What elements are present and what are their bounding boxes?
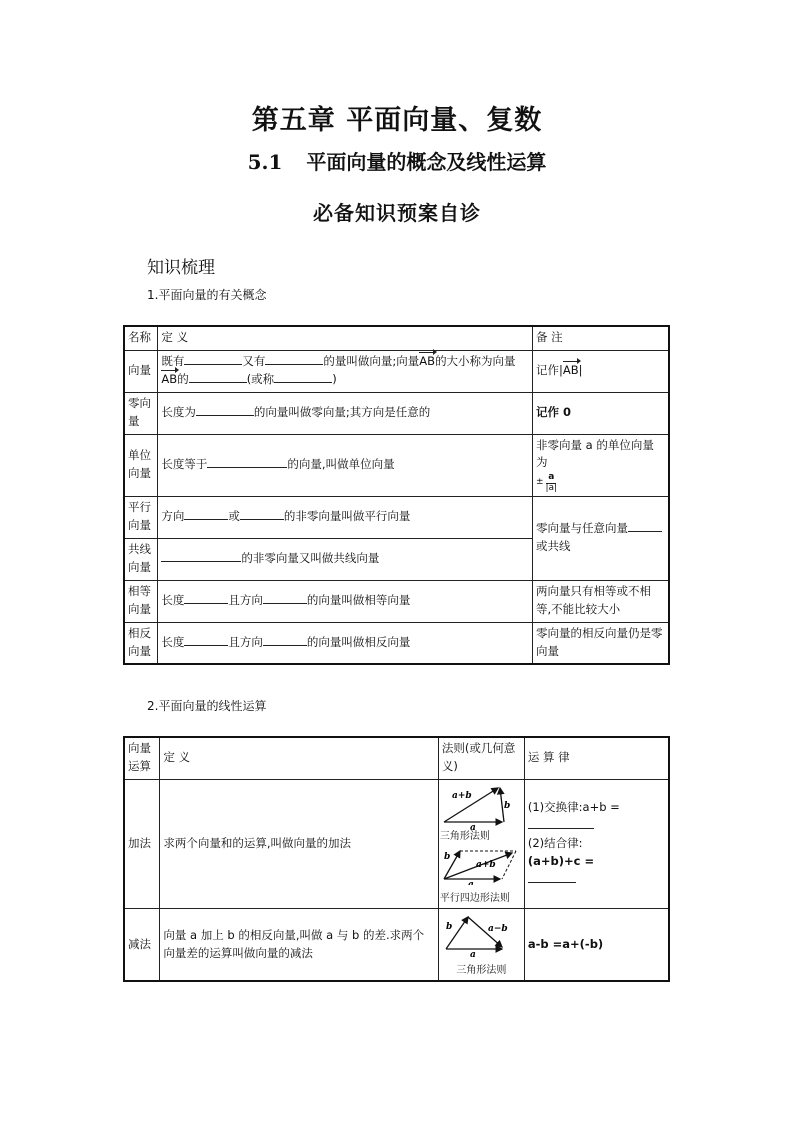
section-title: [0, 146, 794, 175]
fill-blank[interactable]: [207, 456, 287, 468]
fill-blank[interactable]: [184, 634, 228, 646]
table-row: [124, 580, 669, 622]
header-cell: 名称: [124, 326, 158, 350]
table-header-row: [124, 326, 669, 350]
row-note: 记作|AB|: [532, 350, 669, 392]
row-definition: 长度 且方向 的向量叫做相反向量: [158, 622, 533, 664]
label-b: b: [503, 800, 511, 811]
merged-note: 零向量与任意向量 或共线: [532, 496, 669, 580]
parallelogram-rule-diagram: [440, 845, 522, 885]
header-cell: 运 算 律: [524, 737, 669, 779]
label-a-plus-b: a+b: [451, 790, 472, 801]
table-row: [124, 350, 669, 392]
fill-blank[interactable]: [274, 371, 332, 383]
header-cell: 向量运算: [124, 737, 160, 779]
knowledge-heading: 知识梳理: [147, 258, 215, 278]
operations-table: [123, 736, 670, 982]
row-name: 零向量: [124, 392, 158, 434]
row-definition: 长度为 的向量叫做零向量;其方向是任意的: [158, 392, 533, 434]
row-definition: 向量 a 加上 b 的相反向量,叫做 a 与 b 的差.求两个向量差的运算叫做向量的减法: [160, 909, 439, 982]
label-a-plus-b: a+b: [475, 859, 496, 870]
row-name: 共线向量: [124, 538, 158, 580]
row-note: 非零向量 a 的单位向量为 ± $\frac{a}{|a|}$: [532, 434, 669, 496]
fill-blank[interactable]: [189, 371, 247, 383]
header-cell: 定 义: [160, 737, 439, 779]
diagram-caption: 三角形法则: [439, 831, 490, 843]
table-header-row: [124, 737, 669, 779]
label-a: a: [467, 879, 474, 885]
row-laws: a-b =a+(-b): [524, 909, 669, 982]
header-cell: 法则(或几何意义): [438, 737, 524, 779]
row-name: 相反向量: [124, 622, 158, 664]
part1-heading: 1.平面向量的有关概念: [147, 288, 267, 302]
row-name: 相等向量: [124, 580, 158, 622]
row-name: 加法: [124, 779, 160, 909]
part-title: 必备知识预案自诊: [313, 201, 481, 225]
vector-ab: AB: [563, 362, 579, 380]
fill-blank[interactable]: [528, 817, 594, 829]
row-definition: 长度 且方向 的向量叫做相等向量: [158, 580, 533, 622]
table-row: [124, 779, 669, 909]
row-definition: 的非零向量又叫做共线向量: [158, 538, 533, 580]
row-name: 减法: [124, 909, 160, 982]
fill-blank[interactable]: [240, 508, 284, 520]
row-note: 记作 0: [532, 392, 669, 434]
row-name: 向量: [124, 350, 158, 392]
fill-blank[interactable]: [628, 520, 662, 532]
label-b: b: [443, 851, 451, 862]
header-cell: 定 义: [158, 326, 533, 350]
row-note: 零向量的相反向量仍是零向量: [532, 622, 669, 664]
diagram-caption: 三角形法则: [456, 964, 507, 976]
chapter-title: 第五章 平面向量、复数: [251, 105, 543, 136]
table-row: [124, 434, 669, 496]
table-row: [124, 622, 669, 664]
fill-blank[interactable]: [265, 353, 323, 365]
table-row: [124, 909, 669, 982]
label-a-minus-b: a−b: [487, 924, 508, 935]
header-cell: 备 注: [532, 326, 669, 350]
table-row: [124, 496, 669, 538]
label-a: a: [469, 950, 476, 958]
row-definition: 求两个向量和的运算,叫做向量的加法: [160, 779, 439, 909]
section-number: 5.1: [247, 150, 283, 174]
row-laws: (1)交换律:a+b = (2)结合律: (a+b)+c =: [524, 779, 669, 909]
row-definition: 方向 或 的非零向量叫做平行向量: [158, 496, 533, 538]
vector-ab: AB: [419, 353, 435, 371]
diagram-caption: 平行四边形法则: [439, 892, 510, 904]
triangle-rule-diagram: [440, 782, 520, 830]
fill-blank[interactable]: [263, 592, 307, 604]
subtraction-triangle-diagram: [440, 911, 520, 957]
fill-blank[interactable]: [161, 550, 241, 562]
row-definition: 既有 又有 的量叫做向量;向量AB的大小称为向量 AB的 (或称 ): [158, 350, 533, 392]
part2-heading: 2.平面向量的线性运算: [147, 699, 267, 713]
concepts-table: [123, 325, 670, 665]
row-definition: 长度等于 的向量,叫做单位向量: [158, 434, 533, 496]
row-name: 平行向量: [124, 496, 158, 538]
vector-ab: AB: [161, 371, 177, 389]
rule-diagrams: [438, 909, 524, 982]
row-note: 两向量只有相等或不相等,不能比较大小: [532, 580, 669, 622]
row-name: 单位向量: [124, 434, 158, 496]
fill-blank[interactable]: [196, 404, 254, 416]
label-a: a: [469, 822, 476, 830]
fill-blank[interactable]: [184, 592, 228, 604]
label-b: b: [445, 922, 453, 933]
table-row: [124, 392, 669, 434]
section-title-text: 平面向量的概念及线性运算: [306, 150, 547, 174]
rule-diagrams: [438, 779, 524, 909]
fill-blank[interactable]: [263, 634, 307, 646]
fill-blank[interactable]: [528, 871, 576, 883]
fill-blank[interactable]: [184, 353, 242, 365]
fill-blank[interactable]: [184, 508, 228, 520]
